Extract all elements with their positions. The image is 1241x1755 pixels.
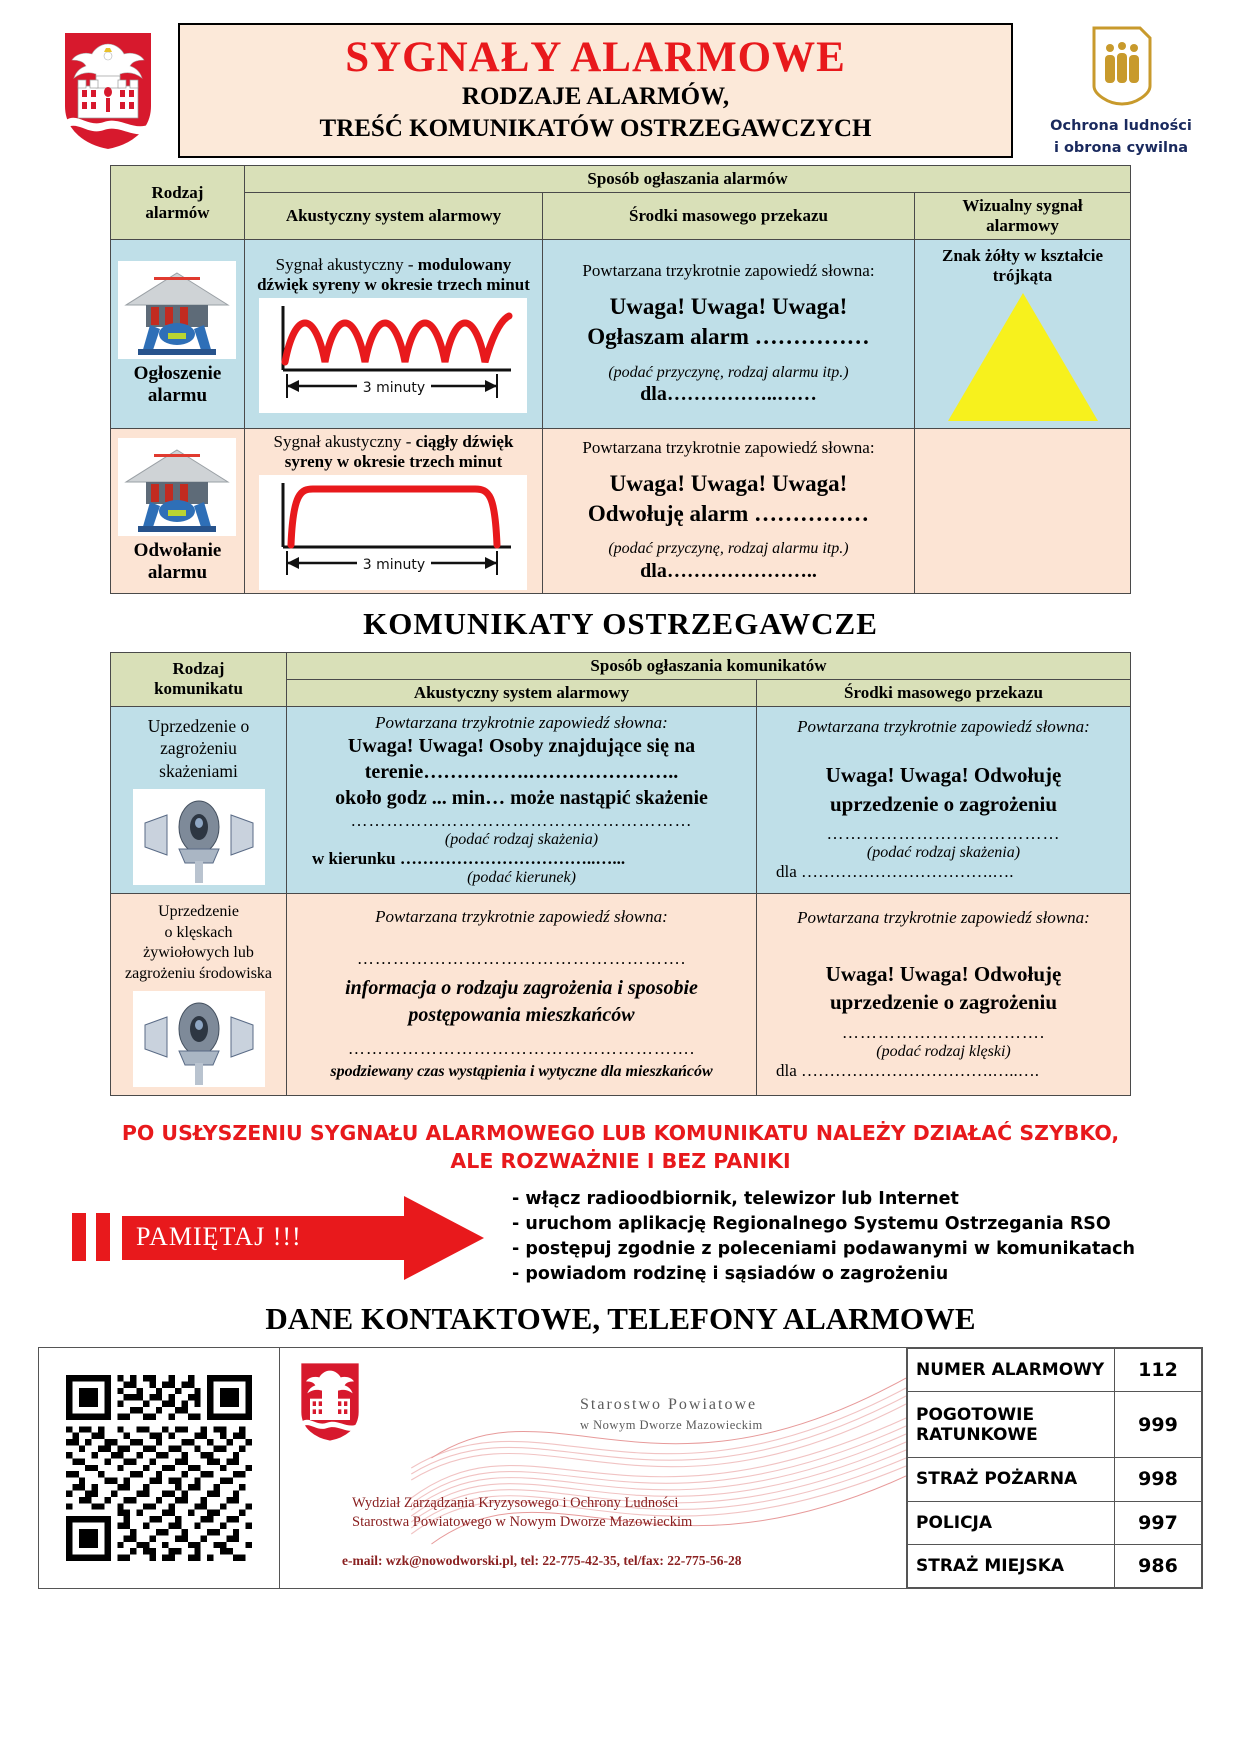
komunikaty-row2-media-dots: …………………………….: [841, 1022, 1046, 1042]
county-crest: [55, 28, 160, 154]
komunikaty-col-acoustic-header: Akustyczny system alarmowy: [287, 679, 757, 706]
komunikaty-row2-acoustic-dots2: ………………………………………………….: [347, 1039, 696, 1059]
warning-line-2: ALE ROZWAŻNIE I BEZ PANIKI: [450, 1148, 791, 1173]
advice-item: - uruchom aplikację Regionalnego Systemu Ostrzegania RSO: [512, 1214, 1111, 1235]
letterhead-dept-line1: Wydział Zarządzania Kryzysowego i Ochrony Ludności: [352, 1494, 679, 1511]
komunikaty-group-header: Sposób ogłaszania komunikatów: [287, 652, 1131, 679]
modulated-waveform-icon: [261, 300, 525, 408]
komunikaty-table-row: [111, 706, 1131, 893]
poster-title-sub-2: TREŚĆ KOMUNIKATÓW OSTRZEGAWCZYCH: [319, 115, 872, 143]
alarm-row2-media-intro: Powtarzana trzykrotnie zapowiedź słowna:: [582, 438, 875, 458]
letterhead-dept: [352, 1494, 692, 1533]
alarm-col-visual-header: [914, 193, 1130, 240]
alarm-table-header-row-2: [110, 193, 1130, 240]
phone-label: STRAŻ POŻARNA: [908, 1458, 1115, 1501]
komunikaty-row1-media-dla: dla …………………………….….: [776, 862, 1014, 882]
coat-of-arms-icon: [60, 28, 156, 154]
komunikaty-col-media-header: Środki masowego przekazu: [757, 679, 1131, 706]
phone-number: 999: [1115, 1391, 1202, 1458]
red-bars-decoration: [72, 1213, 110, 1261]
komunikaty-row1-type-line2: zagrożeniu: [160, 738, 237, 759]
komunikaty-row1-acoustic-b3: około godz ... min… może nastąpić skażenie: [335, 786, 708, 809]
komunikaty-row2-type-cell: [111, 893, 287, 1095]
alarm-row1-visual-line2: trójkąta: [992, 266, 1053, 286]
komunikaty-row1-type-line3: skażeniami: [159, 761, 238, 782]
advice-item: - postępuj zgodnie z poleceniami podawanymi w komunikatach: [512, 1239, 1135, 1260]
komunikaty-row1-acoustic-dots: …………………………………………………: [350, 810, 693, 830]
komunikaty-row1-acoustic-b2: terenie…………….…………………..: [364, 760, 679, 783]
letterhead-org-line2: w Nowym Dworze Mazowieckim: [580, 1417, 763, 1432]
komunikaty-row2-type-line3: żywiołowych lub: [143, 944, 254, 962]
alarm-row2-type-line1: Odwołanie: [133, 539, 222, 561]
loudspeaker-icon: [133, 991, 265, 1087]
qr-code-cell: [39, 1348, 280, 1588]
red-bar-1: [72, 1213, 86, 1261]
letterhead-contact-line: e-mail: wzk@nowodworski.pl, tel: 22-775-42-35, tel/fax: 22-775-56-28: [342, 1552, 742, 1568]
phone-number: 986: [1115, 1544, 1202, 1587]
alarm-row1-media-intro: Powtarzana trzykrotnie zapowiedź słowna:: [582, 261, 875, 281]
alarm-table-row: [110, 428, 1130, 593]
alarm-row1-acoustic-text: [250, 255, 537, 275]
komunikaty-table-row: [111, 893, 1131, 1095]
warning-messages-table: [110, 652, 1131, 1096]
alarm-row2-acoustic-bold2: syreny w okresie trzech minut: [284, 452, 503, 472]
phone-number: 998: [1115, 1458, 1202, 1501]
alarm-row1-type-line1: Ogłoszenie: [133, 363, 222, 385]
contact-section-title: DANE KONTAKTOWE, TELEFONY ALARMOWE: [265, 1300, 976, 1336]
alarm-row2-acoustic-text: [250, 432, 537, 452]
poster-title-box: [178, 23, 1013, 158]
letterhead-wave-decoration: [280, 1348, 906, 1588]
civil-protection-logo-icon: [1084, 24, 1158, 108]
oc-caption-line1: Ochrona ludności: [1050, 117, 1192, 134]
alarm-col-type-line1: Rodzaj: [151, 182, 204, 202]
phone-row: [908, 1348, 1202, 1391]
alarm-row2-visual-cell: [914, 428, 1130, 593]
alarm-row1-type-line2: alarmu: [147, 384, 208, 406]
phone-row: [908, 1501, 1202, 1544]
alarm-row1-wave-caption: 3 minuty: [363, 379, 426, 396]
komunikaty-col-type-line1: Rodzaj: [172, 659, 225, 679]
poster-title-main: SYGNAŁY ALARMOWE: [345, 33, 846, 81]
alarm-row2-type-cell: [110, 428, 244, 593]
letterhead-org-line1: Starostwo Powiatowe: [580, 1395, 758, 1413]
alarm-row2-wave-caption: 3 minuty: [363, 556, 426, 573]
coat-of-arms-icon: [298, 1360, 362, 1444]
civil-protection-logo: [1041, 24, 1201, 157]
phone-row: [908, 1458, 1202, 1501]
komunikaty-row2-acoustic-b3: spodziewany czas wystąpienia i wytyczne dla mieszkańców: [330, 1063, 713, 1081]
alarm-row1-type-cell: [110, 240, 244, 429]
komunikaty-row2-media-line1: Uwaga! Uwaga! Odwołuję: [825, 962, 1062, 987]
alarm-row1-media-note: (podać przyczynę, rodzaj alarmu itp.): [608, 363, 849, 381]
alarm-row2-media-note: (podać przyczynę, rodzaj alarmu itp.): [608, 540, 849, 558]
siren-icon: [118, 261, 236, 359]
alarm-col-visual-line1: Wizualny sygnał: [962, 196, 1083, 215]
komunikaty-row1-acoustic-intro: Powtarzana trzykrotnie zapowiedź słowna:: [375, 712, 668, 732]
alarm-table-row: [110, 240, 1130, 429]
komunikaty-row2-acoustic-b1: informacja o rodzaju zagrożenia i sposobie: [345, 977, 698, 1000]
oc-caption-line2: i obrona cywilna: [1053, 140, 1189, 156]
komunikaty-row2-acoustic-cell: [287, 893, 757, 1095]
alarm-row1-acoustic-cell: [244, 240, 542, 429]
alarm-row1-media-cell: [542, 240, 914, 429]
poster-header: [0, 0, 1241, 165]
alarm-row1-visual-cell: [914, 240, 1130, 429]
komunikaty-row1-acoustic-cell: [287, 706, 757, 893]
komunikaty-header-row-1: [111, 652, 1131, 679]
komunikaty-row2-acoustic-b2: postępowania mieszkańców: [408, 1004, 635, 1027]
alarm-row1-visual-line1: Znak żółty w kształcie: [941, 246, 1104, 265]
advice-list: [492, 1187, 1201, 1286]
alarm-col-type-line2: alarmów: [145, 202, 210, 222]
alarm-row1-acoustic-bold2: dźwięk syreny w okresie trzech minut: [257, 275, 530, 295]
komunikaty-row2-acoustic-intro: Powtarzana trzykrotnie zapowiedź słowna:: [375, 907, 668, 927]
alarm-row2-media-line1: Uwaga! Uwaga! Uwaga!: [609, 470, 848, 496]
komunikaty-row2-media-dla: dla …………………………….…..….: [776, 1060, 1040, 1080]
phone-label: NUMER ALARMOWY: [908, 1348, 1115, 1391]
komunikaty-row1-media-intro: Powtarzana trzykrotnie zapowiedź słowna:: [797, 717, 1090, 737]
komunikaty-row1-media-dots: …………………………………: [826, 824, 1061, 844]
alarm-row2-media-cell: [542, 428, 914, 593]
alarm-signals-table: [110, 165, 1131, 594]
komunikaty-row1-type-cell: [111, 706, 287, 893]
section-title-komunikaty: KOMUNIKATY OSTRZEGAWCZE: [363, 605, 878, 641]
alarm-row1-media-line2: Ogłaszam alarm ……………: [587, 324, 870, 350]
phone-label: POGOTOWIE RATUNKOWE: [908, 1391, 1115, 1458]
alarm-col-acoustic-header: Akustyczny system alarmowy: [244, 193, 542, 240]
continuous-waveform-icon: [261, 477, 525, 585]
advice-item: - włącz radioodbiornik, telewizor lub Internet: [512, 1189, 959, 1210]
komunikaty-col-type-header: [111, 652, 287, 706]
alarm-row2-waveform: [259, 475, 527, 590]
alarm-row2-media-line2: Odwołuję alarm ……………: [587, 500, 870, 526]
advice-item: - powiadom rodzinę i sąsiadów o zagrożeniu: [512, 1263, 949, 1284]
yellow-triangle-icon: [948, 293, 1098, 421]
emergency-phones-table: [907, 1348, 1202, 1588]
poster-title-sub-1: RODZAJE ALARMÓW,: [461, 83, 730, 111]
qr-code-icon: [66, 1375, 252, 1561]
alarm-row1-acoustic-bold1: modulowany: [417, 255, 512, 274]
letterhead-crest: [298, 1360, 362, 1449]
phone-number: 997: [1115, 1501, 1202, 1544]
alarm-col-type-header: [110, 166, 244, 240]
phone-row: [908, 1391, 1202, 1458]
remember-label: PAMIĘTAJ !!!: [136, 1222, 302, 1252]
alarm-col-media-header: Środki masowego przekazu: [542, 193, 914, 240]
phone-label: STRAŻ MIEJSKA: [908, 1544, 1115, 1587]
komunikaty-row2-type-line4: zagrożeniu środowiska: [124, 965, 273, 983]
komunikaty-row1-media-line2: uprzedzenie o zagrożeniu: [829, 791, 1058, 816]
contact-row: [38, 1347, 1203, 1589]
red-bar-2: [96, 1213, 110, 1261]
phone-number: 112: [1115, 1348, 1202, 1391]
warning-banner: [0, 1120, 1241, 1175]
remember-section: [0, 1187, 1241, 1286]
komunikaty-row2-type-line1: Uprzedzenie: [158, 902, 239, 920]
alarm-row1-media-line1: Uwaga! Uwaga! Uwaga!: [609, 293, 848, 319]
komunikaty-row1-acoustic-note2: (podać kierunek): [467, 868, 576, 886]
komunikaty-row1-media-cell: [757, 706, 1131, 893]
komunikaty-row2-media-note: (podać rodzaj klęski): [876, 1042, 1011, 1060]
siren-icon: [118, 438, 236, 536]
komunikaty-row2-media-line2: uprzedzenie o zagrożeniu: [829, 990, 1058, 1015]
warning-line-1: PO USŁYSZENIU SYGNAŁU ALARMOWEGO LUB KOMUNIKATU NALEŻY DZIAŁAĆ SZYBKO,: [121, 1121, 1120, 1145]
phone-label: POLICJA: [908, 1501, 1115, 1544]
komunikaty-row2-media-intro: Powtarzana trzykrotnie zapowiedź słowna:: [797, 908, 1090, 928]
komunikaty-row1-type-line1: Uprzedzenie o: [147, 715, 250, 736]
komunikaty-row1-acoustic-b4: w kierunku ……………………………..…...: [312, 848, 626, 868]
alarm-row1-waveform: [259, 298, 527, 413]
letterhead-cell: [280, 1348, 907, 1588]
komunikaty-row2-acoustic-dots1: ……………………………………………….: [356, 949, 687, 969]
alarm-row2-acoustic-intro: Sygnał akustyczny -: [273, 431, 416, 451]
alarm-group-header: Sposób ogłaszania alarmów: [244, 166, 1130, 193]
alarm-row2-type-line2: alarmu: [147, 561, 208, 583]
komunikaty-row2-type-line2: o klęskach: [164, 923, 233, 941]
alarm-col-visual-line2: alarmowy: [986, 216, 1059, 235]
phone-row: [908, 1544, 1202, 1587]
komunikaty-row1-media-note: (podać rodzaj skażenia): [866, 844, 1021, 862]
komunikaty-row1-acoustic-note: (podać rodzaj skażenia): [444, 830, 599, 848]
remember-arrow: [122, 1192, 492, 1282]
alarm-table-header-row-1: [110, 166, 1130, 193]
loudspeaker-icon: [133, 789, 265, 885]
alarm-row2-acoustic-cell: [244, 428, 542, 593]
komunikaty-row1-acoustic-b1: Uwaga! Uwaga! Osoby znajdujące się na: [347, 734, 696, 757]
komunikaty-col-type-line2: komunikatu: [154, 679, 243, 699]
right-arrow-head-icon: [404, 1196, 484, 1280]
alarm-row1-acoustic-intro: Sygnał akustyczny -: [275, 255, 418, 274]
komunikaty-row1-media-line1: Uwaga! Uwaga! Odwołuję: [825, 763, 1062, 788]
alarm-row2-acoustic-bold1: ciągły dźwięk: [415, 431, 514, 451]
alarm-row1-media-dla: dla……………..……: [640, 383, 817, 406]
letterhead-dept-line2: Starostwa Powiatowego w Nowym Dworze Mazowieckim: [352, 1514, 693, 1531]
alarm-row2-media-dla: dla…………………..: [640, 560, 817, 583]
komunikaty-row2-media-cell: [757, 893, 1131, 1095]
